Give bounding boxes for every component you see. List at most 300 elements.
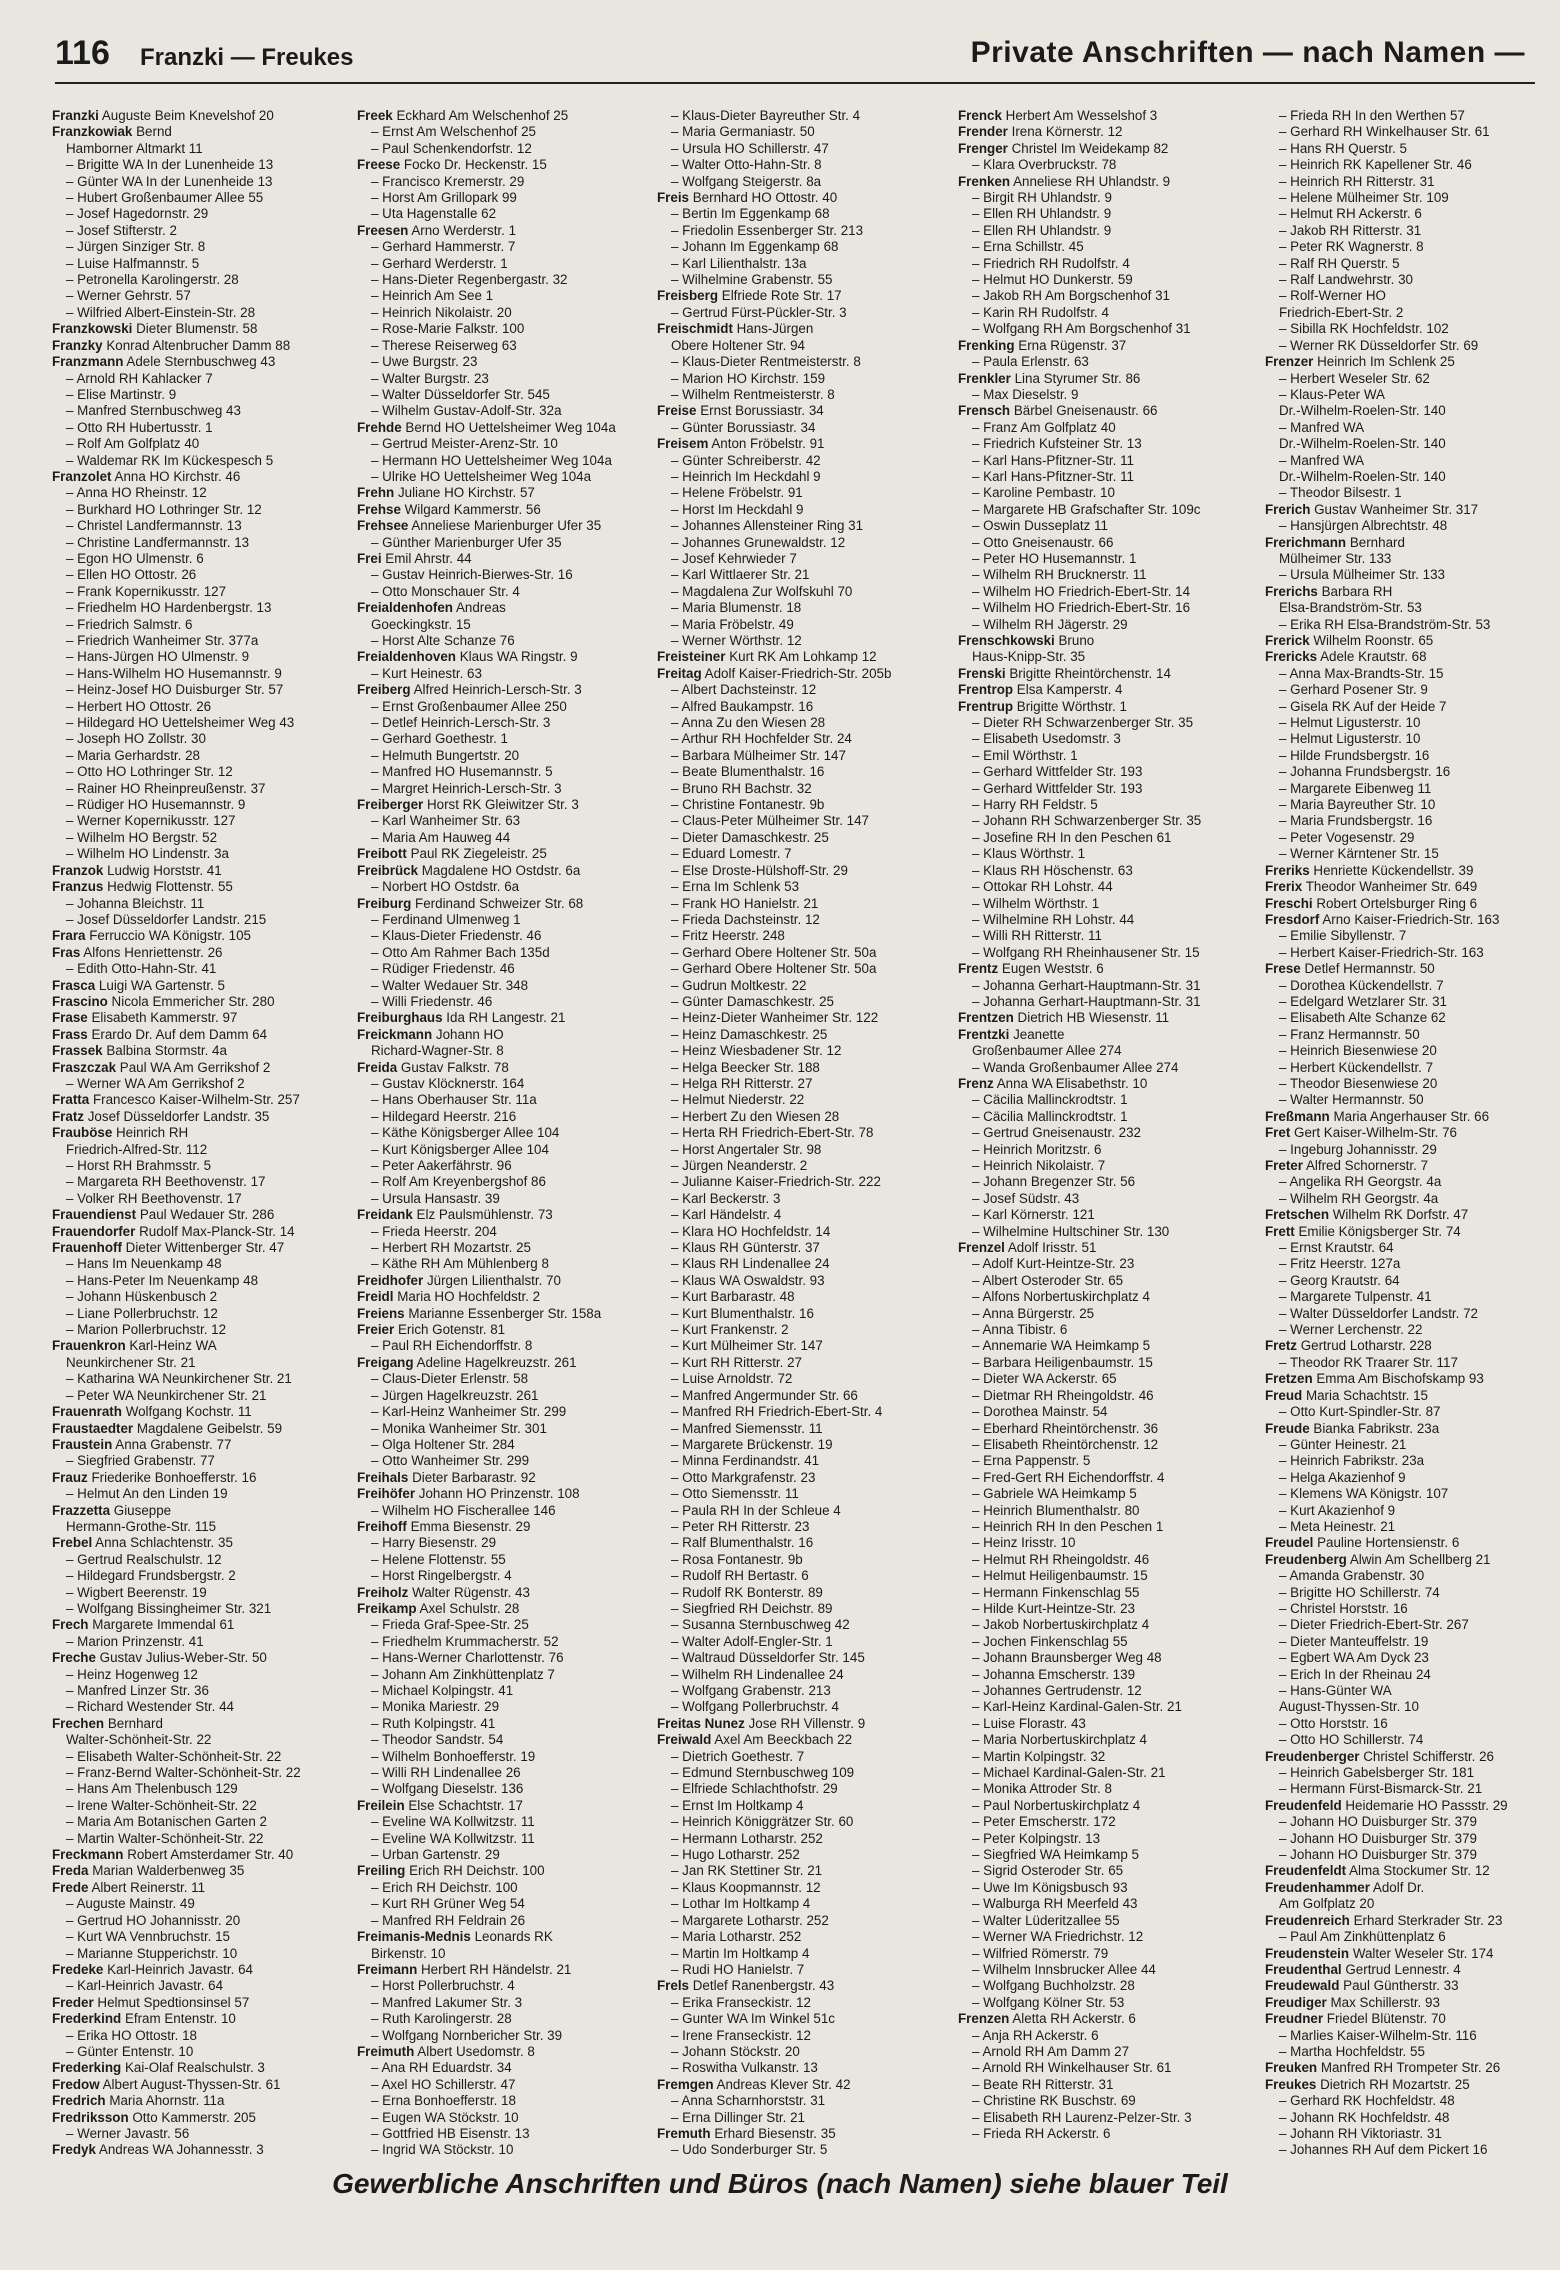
directory-entry (958, 1437, 1250, 1453)
directory-entry (657, 731, 949, 747)
directory-entry (52, 1027, 344, 1043)
directory-entry (357, 1847, 649, 1863)
directory-entry (357, 469, 649, 485)
directory-entry (657, 764, 949, 780)
entry-surname: Freesen (357, 222, 409, 238)
entry-details: Walburga RH Meerfeld 43 (983, 1896, 1138, 1912)
directory-entry (958, 420, 1250, 436)
entry-details: Bernhard (107, 1715, 163, 1731)
directory-entry (52, 2093, 344, 2109)
entry-details: Heinrich Gabelsberger Str. 181 (1290, 1765, 1475, 1781)
directory-entry (52, 633, 344, 649)
entry-details: Friedrich Wanheimer Str. 377a (77, 633, 259, 648)
entry-details: Josefine RH In den Peschen 61 (983, 829, 1172, 845)
entry-details: Christel Horststr. 16 (1290, 1600, 1408, 1616)
entry-surname: Frenski (958, 665, 1006, 681)
entry-details: Erna Schillstr. 45 (983, 239, 1084, 255)
entry-details: Gerhard RK Hochfeldstr. 48 (1290, 2093, 1455, 2109)
entry-details: Dieter RH Schwarzenberger Str. 35 (983, 715, 1194, 731)
entry-details: Kurt RH Ritterstr. 27 (682, 1354, 802, 1370)
directory-entry (357, 1650, 649, 1666)
directory-entry (958, 239, 1250, 255)
directory-entry (52, 2028, 344, 2044)
entry-details: Arnold RH Kahlacker 7 (76, 370, 213, 386)
directory-entry (357, 978, 649, 994)
entry-details: Günter Borussiastr. 34 (682, 419, 816, 435)
directory-entry (958, 190, 1250, 206)
directory-entry (52, 1732, 344, 1748)
entry-details: Anna Tibistr. 6 (982, 1322, 1068, 1338)
directory-entry (958, 321, 1250, 337)
directory-entry (357, 1404, 649, 1420)
directory-entry (357, 2142, 649, 2158)
entry-details: Herta RH Friedrich-Ebert-Str. 78 (682, 1125, 874, 1141)
directory-entry (357, 1470, 649, 1486)
entry-details: Hugo Lotharstr. 252 (682, 1847, 800, 1863)
directory-entry (958, 1322, 1250, 1338)
entry-details: Gertrud Fürst-Pückler-Str. 3 (682, 304, 847, 320)
directory-entry (958, 141, 1250, 157)
entry-surname: Frassek (52, 1043, 103, 1059)
entry-surname: Frass (52, 1026, 88, 1042)
directory-entry (1265, 1486, 1555, 1502)
directory-entry (52, 371, 344, 387)
entry-details: Walter Wedauer Str. 348 (382, 977, 529, 993)
entry-details: Albert Osteroder Str. 65 (982, 1272, 1124, 1288)
entry-details: Wilhelm HO Lindenstr. 3a (77, 846, 229, 862)
entry-details: Wolfgang Kölner Str. 53 (983, 1994, 1125, 2010)
entry-details: Herbert RH Händelstr. 21 (421, 1961, 572, 1977)
directory-entry (1265, 1273, 1555, 1289)
directory-entry (958, 1010, 1250, 1026)
directory-entry (1265, 797, 1555, 813)
directory-entry (958, 1076, 1250, 1092)
directory-entry (958, 600, 1250, 616)
entry-surname: Freimanis-Mednis (357, 1929, 471, 1945)
entry-details: Hans RH Querstr. 5 (1290, 140, 1408, 156)
entry-details: Herbert Weseler Str. 62 (1290, 370, 1430, 386)
directory-entry (52, 1634, 344, 1650)
entry-details: Frieda Graf-Spee-Str. 25 (382, 1617, 529, 1633)
directory-entry (657, 1880, 949, 1896)
directory-entry (958, 1831, 1250, 1847)
entry-details: Klaus RH Höschenstr. 63 (983, 862, 1133, 878)
directory-entry (958, 945, 1250, 961)
directory-entry (958, 896, 1250, 912)
entry-details: Fred-Gert RH Eichendorffstr. 4 (983, 1469, 1165, 1485)
entry-details: Liane Pollerbruchstr. 12 (77, 1305, 218, 1321)
directory-entry (657, 1535, 949, 1551)
entry-details: Balbina Stormstr. 4a (106, 1043, 227, 1059)
directory-entry (52, 174, 344, 190)
entry-details: Kurt Blumenthalstr. 16 (682, 1305, 814, 1321)
entry-surname: Frehsee (357, 518, 409, 534)
directory-entry (52, 2060, 344, 2076)
entry-details: Gerhard Werderstr. 1 (382, 255, 508, 271)
entry-surname: Freda (52, 1863, 89, 1879)
entry-details: Klaus RH Lindenallee 24 (682, 1256, 830, 1272)
directory-entry (357, 1273, 649, 1289)
entry-details: Peter RK Wagnerstr. 8 (1290, 239, 1424, 255)
entry-details: Uta Hagenstalle 62 (382, 206, 497, 222)
directory-entry (657, 1421, 949, 1437)
entry-details: Susanna Sternbuschweg 42 (682, 1617, 850, 1633)
entry-details: Emma Am Bischofskamp 93 (1316, 1371, 1484, 1387)
entry-details: Hans Am Thelenbusch 129 (77, 1781, 238, 1797)
directory-entry (1265, 1503, 1555, 1519)
directory-entry (1265, 896, 1555, 912)
entry-details: Frieda Heerstr. 204 (382, 1223, 497, 1239)
entry-details: Manfred Lakumer Str. 3 (382, 1994, 523, 2010)
directory-entry (52, 961, 344, 977)
directory-entry (958, 1847, 1250, 1863)
entry-details: Klaus Wörthstr. 1 (983, 846, 1086, 862)
directory-entry (1265, 2110, 1555, 2126)
entry-details: Maria Gerhardstr. 28 (77, 747, 200, 763)
directory-entry (52, 1174, 344, 1190)
directory-entry (357, 1519, 649, 1535)
directory-entry (357, 502, 649, 518)
entry-details: Wilhelm Bonhoefferstr. 19 (382, 1748, 536, 1764)
directory-entry (657, 1978, 949, 1994)
entry-details: Hans Im Neuenkamp 48 (77, 1256, 222, 1272)
directory-entry (1265, 1946, 1555, 1962)
directory-entry (357, 2077, 649, 2093)
directory-entry (1265, 1601, 1555, 1617)
entry-details: Johann Am Zinkhüttenplatz 7 (382, 1666, 555, 1682)
directory-entry (1265, 502, 1555, 518)
directory-entry (52, 1486, 344, 1502)
entry-details: Edith Otto-Hahn-Str. 41 (77, 961, 217, 977)
entry-surname: Frauenhoff (52, 1240, 122, 1256)
entry-details: Johann HO Duisburger Str. 379 (1290, 1814, 1477, 1830)
entry-details: Ruth Kolpingstr. 41 (382, 1715, 496, 1731)
entry-details: Elz Paulsmühlenstr. 73 (416, 1207, 553, 1223)
directory-entry (52, 518, 344, 534)
directory-entry (958, 1355, 1250, 1371)
entry-details: Uwe Burgstr. 23 (382, 354, 478, 370)
directory-entry (1265, 174, 1555, 190)
directory-entry (958, 1224, 1250, 1240)
entry-details: Peter WA Neunkirchener Str. 21 (77, 1387, 267, 1403)
entry-details: Birkenstr. 10 (371, 1945, 446, 1961)
directory-entry (1265, 699, 1555, 715)
directory-entry (357, 715, 649, 731)
directory-entry (958, 469, 1250, 485)
directory-entry (657, 1634, 949, 1650)
entry-details: Erhard Biesenstr. 35 (714, 2125, 836, 2141)
directory-entry (958, 1092, 1250, 1108)
entry-details: Elfriede Schlachthofstr. 29 (682, 1781, 838, 1797)
directory-entry (657, 863, 949, 879)
directory-entry (52, 1847, 344, 1863)
directory-entry (52, 2011, 344, 2027)
directory-entry (958, 830, 1250, 846)
entry-details: Johannes Gertrudenstr. 12 (983, 1683, 1142, 1698)
entry-details: Kurt Königsberger Allee 104 (382, 1141, 549, 1157)
directory-entry (52, 945, 344, 961)
entry-surname: Fretz (1265, 1338, 1297, 1354)
directory-entry (357, 1158, 649, 1174)
entry-details: Gertrud Lennestr. 4 (1345, 1961, 1461, 1977)
entry-surname: Freihoff (357, 1518, 407, 1534)
directory-entry (357, 141, 649, 157)
entry-details: Erna Pappenstr. 5 (983, 1453, 1091, 1469)
entry-details: Otto Wanheimer Str. 299 (382, 1453, 530, 1469)
entry-details: Karl-Heinz WA (129, 1338, 217, 1354)
entry-surname: Freischmidt (657, 321, 733, 337)
entry-surname: Freitag (657, 665, 702, 681)
directory-entry (657, 1191, 949, 1207)
directory-entry (1265, 1863, 1555, 1879)
entry-details: Margarete Eibenweg 11 (1290, 780, 1432, 796)
entry-details: Theodor Wanheimer Str. 649 (1305, 879, 1478, 895)
directory-entry (52, 1338, 344, 1354)
entry-surname: Frebel (52, 1535, 93, 1551)
entry-details: Am Golfplatz 20 (1279, 1896, 1375, 1912)
directory-entry (52, 535, 344, 551)
directory-entry (52, 830, 344, 846)
column-1 (52, 108, 344, 2158)
directory-entry (52, 239, 344, 255)
entry-details: Hilde Kurt-Heintze-Str. 23 (983, 1600, 1135, 1616)
directory-entry (52, 1995, 344, 2011)
directory-entry (1265, 863, 1555, 879)
directory-entry (52, 1962, 344, 1978)
directory-entry (958, 584, 1250, 600)
directory-entry (52, 1092, 344, 1108)
entry-details: Josef Stifterstr. 2 (77, 222, 177, 238)
entry-details: August-Thyssen-Str. 10 (1279, 1699, 1419, 1715)
directory-entry (657, 649, 949, 665)
entry-details: Heinrich RK Kapellener Str. 46 (1290, 157, 1472, 173)
entry-details: Erna Rügenstr. 37 (1018, 337, 1127, 353)
directory-entry (657, 699, 949, 715)
entry-details: Urban Gartenstr. 29 (382, 1847, 500, 1863)
directory-entry (657, 223, 949, 239)
entry-details: Gunter WA Im Winkel 51c (682, 2011, 835, 2027)
directory-entry (1265, 485, 1555, 501)
directory-entry (657, 1913, 949, 1929)
entry-surname: Franzmann (52, 354, 124, 370)
entry-details: Hans-Günter WA (1290, 1683, 1392, 1698)
entry-details: Emilie Sibyllenstr. 7 (1290, 928, 1407, 944)
directory-entry (1265, 190, 1555, 206)
entry-surname: Fratz (52, 1108, 84, 1124)
directory-entry (52, 567, 344, 583)
entry-details: Johanna Gerhart-Hauptmann-Str. 31 (983, 977, 1201, 993)
entry-details: Frank Kopernikusstr. 127 (77, 583, 227, 599)
entry-details: Maria Schachtstr. 15 (1305, 1387, 1428, 1403)
entry-details: Gert Kaiser-Wilhelm-Str. 76 (1294, 1125, 1458, 1141)
entry-details: Ida RH Langestr. 21 (446, 1010, 566, 1026)
directory-entry (1265, 666, 1555, 682)
entry-details: Horst Am Grillopark 99 (382, 190, 517, 206)
entry-surname: Freiling (357, 1863, 406, 1879)
directory-entry (1265, 1355, 1555, 1371)
entry-details: Edelgard Wetzlarer Str. 31 (1290, 993, 1447, 1009)
entry-surname: Freidank (357, 1207, 413, 1223)
directory-entry (1265, 781, 1555, 797)
entry-details: Gertrud Realschulstr. 12 (77, 1551, 222, 1567)
entry-details: Ernst Im Holtkamp 4 (682, 1797, 804, 1813)
entry-details: Wilhelm HO Friedrich-Ebert-Str. 16 (983, 600, 1191, 616)
entry-details: Johanna Emscherstr. 139 (983, 1666, 1136, 1682)
entry-details: Anna HO Kirchstr. 46 (114, 468, 241, 484)
directory-entry (52, 1683, 344, 1699)
entry-details: Luise Halfmannstr. 5 (77, 255, 200, 271)
directory-entry (958, 1716, 1250, 1732)
directory-entry (357, 288, 649, 304)
entry-details: Else Schachtstr. 17 (408, 1797, 523, 1813)
entry-details: Paula Erlenstr. 63 (983, 354, 1089, 370)
entry-details: Martin Im Holtkamp 4 (682, 1945, 810, 1961)
directory-entry (958, 1421, 1250, 1437)
entry-details: Bernhard (1349, 534, 1405, 550)
entry-details: Werner WA Am Gerrikshof 2 (77, 1075, 245, 1091)
directory-entry (958, 387, 1250, 403)
entry-details: Herbert HO Ottostr. 26 (77, 698, 212, 714)
entry-details: Katharina WA Neunkirchener Str. 21 (77, 1371, 292, 1387)
entry-details: Burkhard HO Lothringer Str. 12 (77, 501, 262, 517)
entry-details: Max Dieselstr. 9 (983, 386, 1079, 402)
directory-entry (52, 1913, 344, 1929)
entry-details: Alwin Am Schellberg 21 (1349, 1551, 1491, 1567)
directory-entry (657, 961, 949, 977)
entry-details: Cäcilia Mallinckrodtstr. 1 (983, 1092, 1128, 1108)
directory-entry (958, 961, 1250, 977)
entry-details: Klaus Koopmannstr. 12 (682, 1879, 821, 1895)
directory-entry (52, 1076, 344, 1092)
entry-surname: Frede (52, 1879, 89, 1895)
entry-details: Wolfgang Dieselstr. 136 (382, 1781, 524, 1797)
entry-details: Otto Kurt-Spindler-Str. 87 (1290, 1404, 1441, 1420)
directory-entry (958, 1404, 1250, 1420)
entry-details: Waltraud Düsseldorfer Str. 145 (682, 1650, 865, 1666)
directory-entry (357, 2011, 649, 2027)
directory-entry (357, 551, 649, 567)
directory-entry (958, 1585, 1250, 1601)
entry-details: Klaus-Peter WA (1290, 386, 1385, 402)
directory-entry (1265, 420, 1555, 436)
directory-entry (958, 1781, 1250, 1797)
entry-details: Friedhelm Krummacherstr. 52 (382, 1633, 559, 1649)
entry-details: Johanna Bleichstr. 11 (77, 895, 205, 911)
directory-entry (657, 403, 949, 419)
directory-entry (958, 1273, 1250, 1289)
directory-entry (657, 1765, 949, 1781)
entry-surname: Frauenkron (52, 1338, 126, 1354)
directory-entry (357, 108, 649, 124)
entry-details: Bärbel Gneisenaustr. 66 (1013, 403, 1158, 419)
entry-details: Siegfried RH Deichstr. 89 (682, 1600, 833, 1616)
directory-entry (657, 272, 949, 288)
directory-entry (52, 2044, 344, 2060)
entry-details: Magdalena Zur Wolfskuhl 70 (682, 583, 853, 599)
entry-details: Ernst Krautstr. 64 (1290, 1240, 1394, 1256)
entry-details: Maria Am Botanischen Garten 2 (77, 1814, 267, 1830)
entry-details: Kurt Frankenstr. 2 (682, 1322, 789, 1338)
entry-details: Petronella Karolingerstr. 28 (77, 272, 239, 288)
entry-details: Barbara Heiligenbaumstr. 15 (983, 1354, 1153, 1370)
entry-details: Elisabeth Walter-Schönheit-Str. 22 (77, 1748, 282, 1764)
entry-details: Haus-Knipp-Str. 35 (972, 649, 1086, 665)
directory-entry (52, 1617, 344, 1633)
entry-details: Erardo Dr. Auf dem Damm 64 (91, 1026, 268, 1042)
entry-details: Wilhelm RH Georgstr. 4a (1290, 1190, 1439, 1206)
entry-surname: Franzok (52, 862, 104, 878)
entry-details: Erna Im Schlenk 53 (682, 879, 800, 895)
directory-entry (958, 1814, 1250, 1830)
entry-details: Anneliese RH Uhlandstr. 9 (1013, 173, 1171, 189)
entry-details: Manfred WA (1290, 419, 1365, 435)
entry-details: Hans-Dieter Regenbergastr. 32 (382, 272, 568, 288)
entry-details: Mülheimer Str. 133 (1279, 550, 1392, 566)
entry-surname: Frase (52, 1010, 88, 1026)
entry-surname: Freis (657, 190, 690, 206)
directory-entry (357, 157, 649, 173)
entry-details: Otto Monschauer Str. 4 (382, 583, 520, 599)
entry-details: Günter Damaschkestr. 25 (682, 993, 834, 1009)
entry-details: Albert Usedomstr. 8 (417, 2043, 535, 2059)
entry-surname: Frenz (958, 1075, 994, 1091)
entry-details: Karl-Heinrich Javastr. 64 (77, 1978, 224, 1994)
directory-entry (52, 978, 344, 994)
directory-entry (52, 2126, 344, 2142)
directory-entry (1265, 1437, 1555, 1453)
directory-entry (657, 190, 949, 206)
entry-details: Werner Lerchenstr. 22 (1290, 1322, 1423, 1338)
entry-details: Walter Hermannstr. 50 (1290, 1092, 1424, 1108)
column-4 (958, 108, 1250, 2141)
entry-details: Kurt RH Grüner Weg 54 (382, 1896, 525, 1912)
entry-details: Maria Germaniastr. 50 (682, 124, 815, 140)
directory-entry (52, 1699, 344, 1715)
entry-details: Josef Düsseldorfer Landstr. 35 (87, 1108, 270, 1124)
entry-details: Herbert Kaiser-Friedrich-Str. 163 (1290, 944, 1484, 960)
page-number: 116 (55, 34, 110, 72)
entry-details: Helmut Heiligenbaumstr. 15 (983, 1568, 1148, 1584)
footer-note: Gewerbliche Anschriften und Büros (nach Namen) siehe blauer Teil (332, 2168, 1228, 2199)
entry-details: Eckhard Am Welschenhof 25 (396, 108, 569, 123)
entry-details: Else Droste-Hülshoff-Str. 29 (682, 862, 848, 878)
entry-surname: Frese (1265, 961, 1301, 977)
entry-details: Dietrich HB Wiesenstr. 11 (1017, 1010, 1170, 1026)
entry-details: Herbert Am Wesselshof 3 (1005, 108, 1158, 123)
directory-entry (958, 2110, 1250, 2126)
entry-details: Anna Schlachtenstr. 35 (95, 1535, 233, 1551)
entry-surname: Freibrück (357, 862, 419, 878)
directory-entry (657, 912, 949, 928)
directory-entry (1265, 1749, 1555, 1765)
directory-entry (52, 649, 344, 665)
directory-entry (357, 764, 649, 780)
entry-details: Cäcilia Mallinckrodtstr. 1 (983, 1108, 1128, 1124)
directory-entry (958, 1617, 1250, 1633)
entry-details: Otto Kammerstr. 205 (132, 2109, 256, 2125)
directory-entry (52, 1667, 344, 1683)
entry-details: Gerhard Goethestr. 1 (382, 731, 508, 747)
entry-details: Karl Körnerstr. 121 (983, 1207, 1095, 1223)
entry-details: Johann HO Duisburger Str. 379 (1290, 1847, 1477, 1863)
section-title: Private Anschriften — nach Namen — (970, 36, 1525, 69)
directory-entry (657, 1929, 949, 1945)
directory-entry (958, 453, 1250, 469)
directory-entry (52, 781, 344, 797)
directory-entry (958, 1191, 1250, 1207)
entry-surname: Fremgen (657, 2076, 714, 2092)
entry-surname: Frels (657, 1978, 690, 1994)
